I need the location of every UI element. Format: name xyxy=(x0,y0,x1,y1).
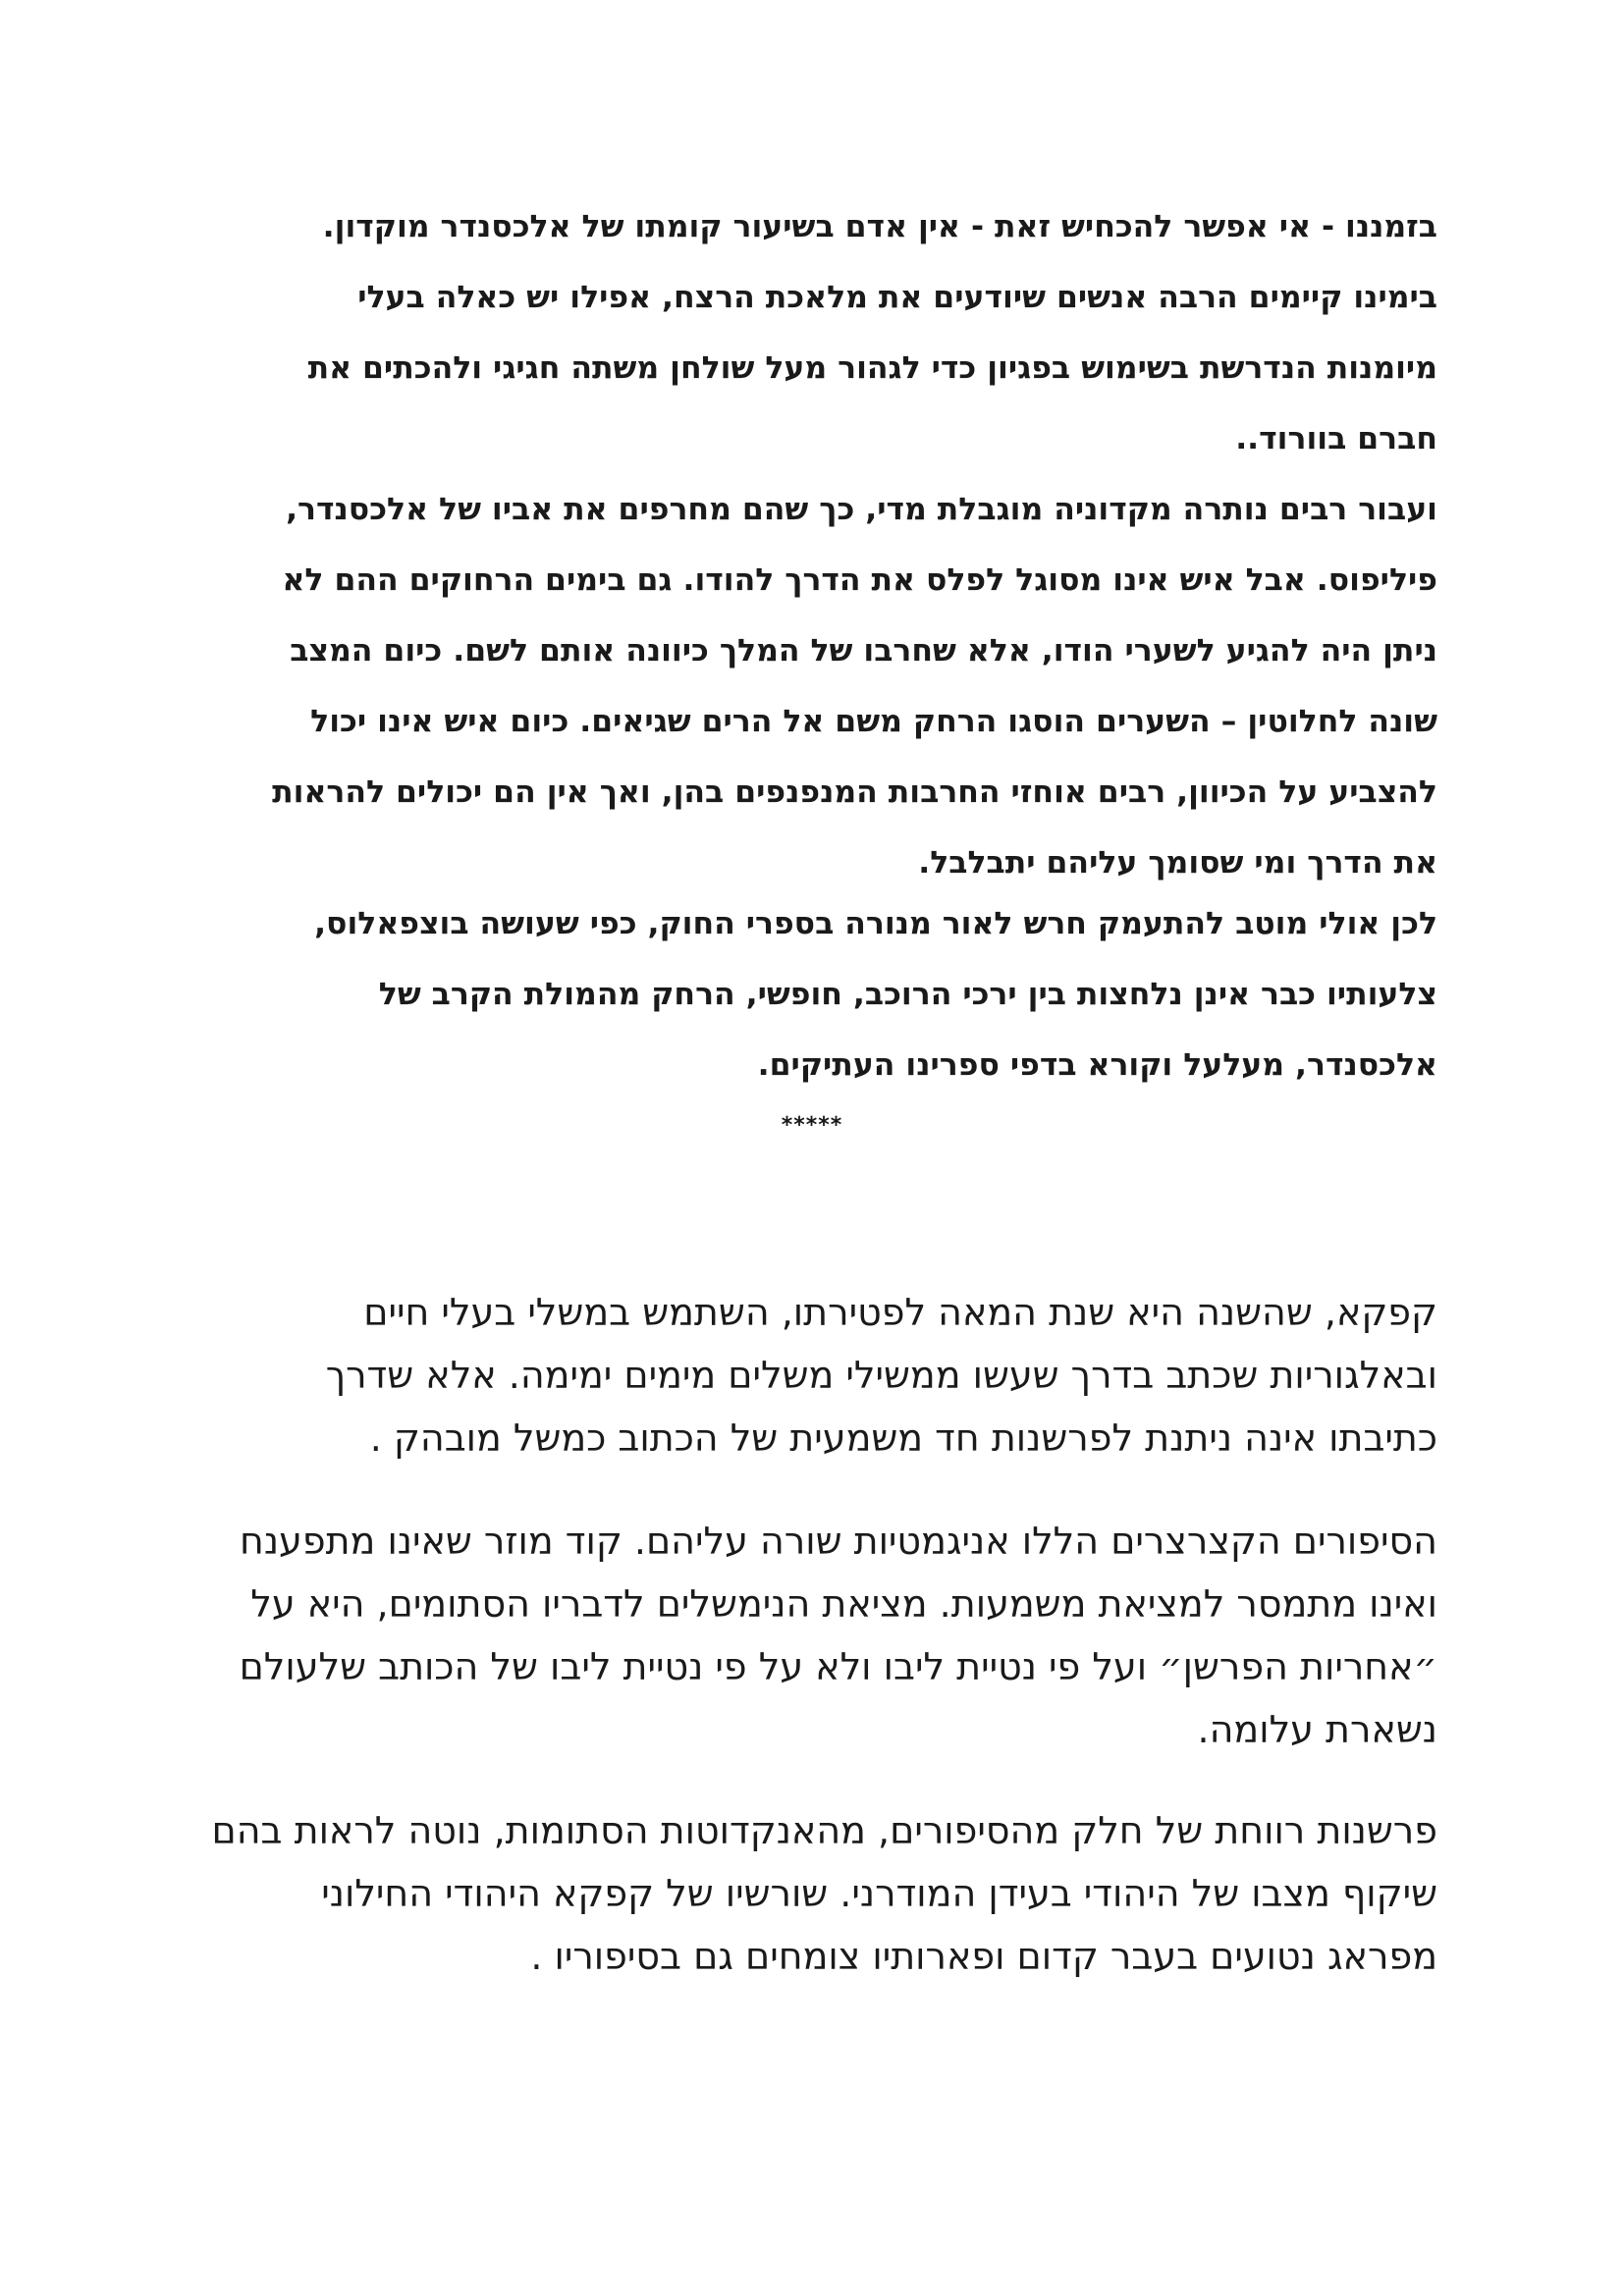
paragraph-line: ניתן היה להגיע לשערי הודו, אלא שחרבו של המלך כיוונה אותם לשם. כיום המצב xyxy=(290,633,1437,668)
paragraph-line: ״אחריות הפרשן״ ועל פי נטיית ליבו ולא על פי נטיית ליבו של הכותב שלעולם xyxy=(239,1645,1437,1688)
regular-paragraph-2 xyxy=(190,1510,1437,1761)
paragraph-line: קפקא, שהשנה היא שנת המאה לפטירתו, השתמש במשלי בעלי חיים xyxy=(363,1291,1437,1334)
paragraph-line: נשארת עלומה. xyxy=(1197,1708,1437,1751)
paragraph-line: ועבור רבים נותרה מקדוניה מוגבלת מדי, כך שהם מחרפים את אביו של אלכסנדר, xyxy=(286,492,1437,527)
bold-paragraph-3 xyxy=(190,888,1437,1100)
paragraph-line: פיליפוס. אבל איש אינו מסוגל לפלס את הדרך להודו. גם בימים הרחוקים ההם לא xyxy=(282,562,1437,598)
paragraph-line: אלכסנדר, מעלעל וקורא בדפי ספרינו העתיקים. xyxy=(757,1047,1437,1083)
bold-paragraph-1 xyxy=(190,191,1437,474)
bold-paragraph-2 xyxy=(190,474,1437,898)
paragraph-line: שונה לחלוטין – השערים הוסגו הרחק משם אל הרים שגיאים. כיום איש אינו יכול xyxy=(310,704,1437,739)
paragraph-line: לכן אולי מוטב להתעמק חרש לאור מנורה בספרי החוק, כפי שעושה בוצפאלוס, xyxy=(314,906,1437,941)
paragraph-line: כתיבתו אינה ניתנת לפרשנות חד משמעית של הכתוב כמשל מובהק . xyxy=(369,1416,1437,1460)
paragraph-line: צלעותיו כבר אינן נלחצות בין ירכי הרוכב, חופשי, הרחק מהמולת הקרב של xyxy=(378,977,1437,1012)
paragraph-line: בזמננו - אי אפשר להכחיש זאת - אין אדם בשיעור קומתו של אלכסנדר מוקדון. xyxy=(322,209,1437,244)
paragraph-line: בימינו קיימים הרבה אנשים שיודעים את מלאכת הרצח, אפילו יש כאלה בעלי xyxy=(357,280,1437,315)
paragraph-line: ואינו מתמסר למציאת משמעות. מציאת הנימשלים לדבריו הסתומים, היא על xyxy=(250,1582,1437,1626)
regular-paragraph-3 xyxy=(190,1799,1437,1988)
paragraph-line: חברם בוורוד.. xyxy=(1235,421,1437,456)
paragraph-line: מיומנות הנדרשת בשימוש בפגיון כדי לגהור מעל שולחן משתה חגיגי ולהכתים את xyxy=(307,350,1437,386)
regular-paragraph-1 xyxy=(190,1281,1437,1469)
paragraph-line: פרשנות רווחת של חלק מהסיפורים, מהאנקדוטות הסתומות, נוטה לראות בהם xyxy=(211,1809,1437,1852)
paragraph-line: את הדרך ומי שסומך עליהם יתבלבל. xyxy=(918,845,1437,881)
paragraph-line: הסיפורים הקצרצרים הללו אניגמטיות שורה עליהם. קוד מוזר שאינו מתפענח xyxy=(240,1520,1437,1563)
section-separator: ***** xyxy=(781,1113,843,1138)
paragraph-line: שיקוף מצבו של היהודי בעידן המודרני. שורשיו של קפקא היהודי החילוני xyxy=(321,1872,1437,1915)
paragraph-line: מפראג נטועים בעבר קדום ופארותיו צומחים גם בסיפוריו . xyxy=(530,1935,1437,1978)
paragraph-line: ובאלגוריות שכתב בדרך שעשו ממשילי משלים מימים ימימה. אלא שדרך xyxy=(325,1354,1437,1397)
paragraph-line: להצביע על הכיוון, רבים אוחזי החרבות המנפנפים בהן, ואך אין הם יכולים להראות xyxy=(272,774,1437,810)
